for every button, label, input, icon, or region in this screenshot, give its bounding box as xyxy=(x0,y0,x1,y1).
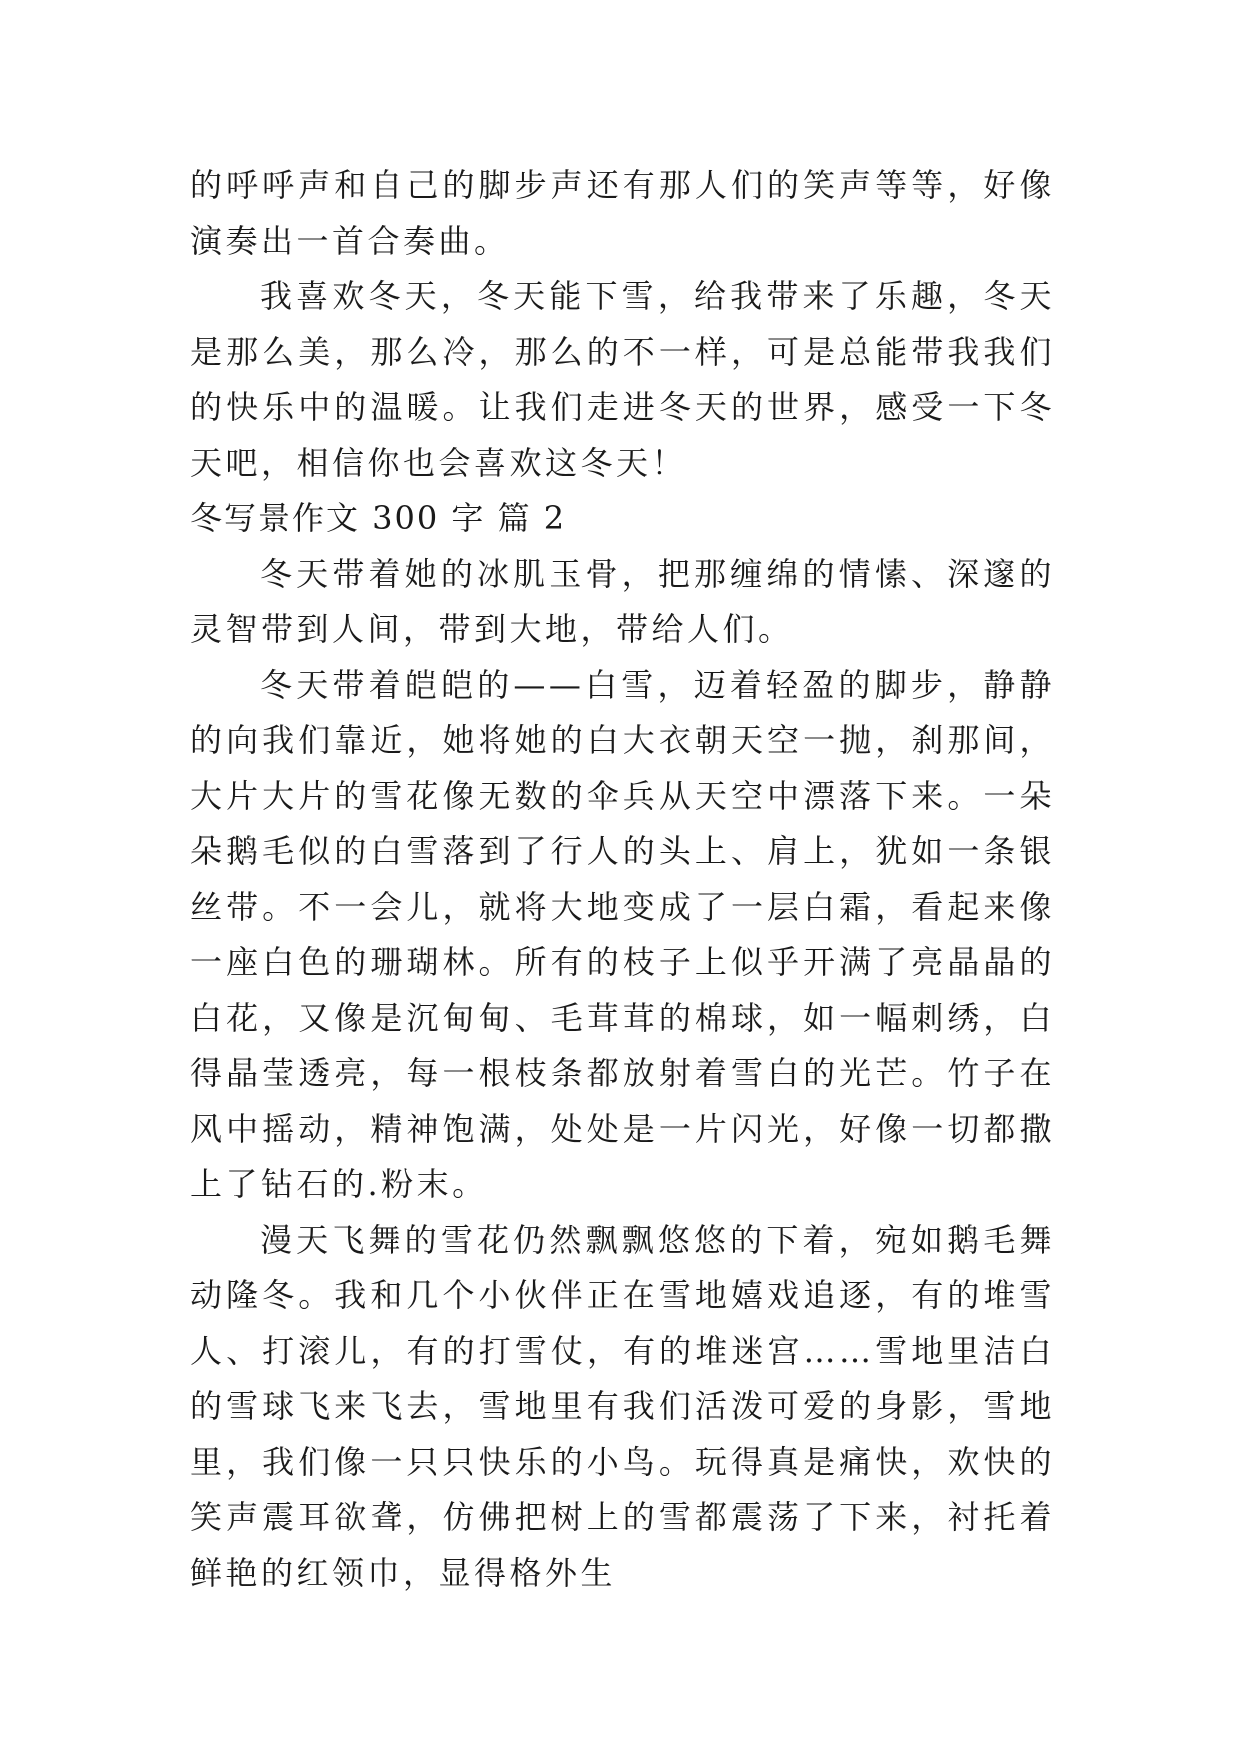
paragraph-playing-in-snow: 漫天飞舞的雪花仍然飘飘悠悠的下着，宛如鹅毛舞动隆冬。我和几个小伙伴正在雪地嬉戏追逐，有的堆雪人、打滚儿，有的打雪仗，有的堆迷宫……雪地里洁白的雪球飞来飞去，雪地里有我们活泼可爱的身影，雪地里，我们像一只只快乐的小鸟。玩得真是痛快，欢快的笑声震耳欲聋，仿佛把树上的雪都震荡了下来，衬托着鲜艳的红领巾，显得格外生 xyxy=(190,1220,1055,1592)
paragraph-winter-intro: 冬天带着她的冰肌玉骨，把那缠绵的情愫、深邃的灵智带到人间，带到大地，带给人们。 xyxy=(190,554,1055,648)
document-body xyxy=(190,158,1055,1601)
paragraph-continuation: 的呼呼声和自己的脚步声还有那人们的笑声等等，好像演奏出一首合奏曲。 xyxy=(190,166,1055,260)
paragraph-snowfall: 冬天带着皑皑的——白雪，迈着轻盈的脚步，静静的向我们靠近，她将她的白大衣朝天空一抛，刹那间，大片大片的雪花像无数的伞兵从天空中漂落下来。一朵朵鹅毛似的白雪落到了行人的头上、肩上，犹如一条银丝带。不一会儿，就将大地变成了一层白霜，看起来像一座白色的珊瑚林。所有的枝子上似乎开满了亮晶晶的白花，又像是沉甸甸、毛茸茸的棉球，如一幅刺绣，白得晶莹透亮，每一根枝条都放射着雪白的光芒。竹子在风中摇动，精神饱满，处处是一片闪光，好像一切都撒上了钻石的.粉末。 xyxy=(190,665,1055,1203)
section-heading: 冬写景作文 300 字 篇 2 xyxy=(190,499,567,537)
paragraph-like-winter: 我喜欢冬天，冬天能下雪，给我带来了乐趣，冬天是那么美，那么冷，那么的不一样，可是总能带我我们的快乐中的温暖。让我们走进冬天的世界，感受一下冬天吧，相信你也会喜欢这冬天！ xyxy=(190,277,1055,482)
